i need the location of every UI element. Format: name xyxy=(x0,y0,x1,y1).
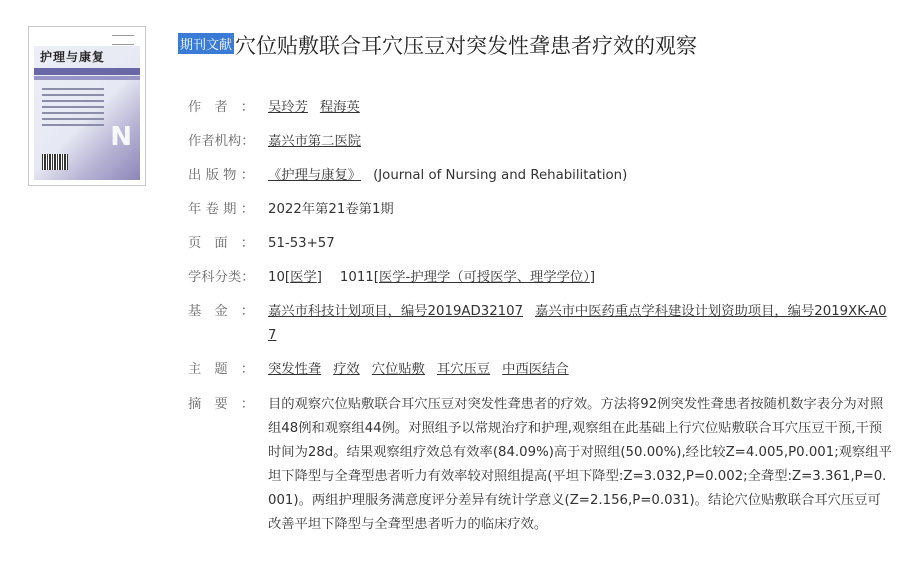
cover-toc-lines xyxy=(42,88,104,130)
funding-link[interactable]: 嘉兴市科技计划项目，编号2019AD32107 xyxy=(268,304,524,319)
subject-link[interactable]: 医学 xyxy=(290,270,317,285)
label-year-volume: 年 卷 期 ： xyxy=(188,202,254,217)
journal-cover[interactable] xyxy=(28,26,146,186)
document-type-badge: 期刊文献 xyxy=(178,33,234,54)
label-pages: 页 面 ： xyxy=(188,236,254,251)
keyword-link[interactable]: 耳穴压豆 xyxy=(436,362,491,377)
label-abstract: 摘 要 ： xyxy=(188,397,254,412)
field-year-volume xyxy=(188,198,893,222)
subject-code: 10 xyxy=(268,270,285,285)
field-funding xyxy=(188,300,893,348)
field-publication xyxy=(188,164,893,188)
issn-box xyxy=(112,35,134,45)
label-authors: 作 者 ： xyxy=(188,100,254,115)
label-institution: 作 者 机 构 ： xyxy=(188,134,255,149)
label-subject: 学 科 分 类 ： xyxy=(188,270,255,285)
field-abstract xyxy=(188,393,893,537)
field-keywords xyxy=(188,358,893,382)
author-link[interactable]: 程海英 xyxy=(319,100,360,115)
field-authors xyxy=(188,96,893,120)
label-funding: 基 金 ： xyxy=(188,304,254,319)
abstract-text: 目的观察穴位贴敷联合耳穴压豆对突发性聋患者的疗效。方法将92例突发性聋患者按随机数字表分为对照组48例和观察组44例。对照组予以常规治疗和护理,观察组在此基础上行穴位贴敷联合耳穴压豆干预,干预时间为28d。结果观察组疗效总有效率(84.09%)高于对照组(50.00%),经比较Z=4.005,P0.001;观察组平坦下降型与全聋型患者听力有效率较对照组提高(平坦下降型:Z=3.032,P=0.002;全聋型:Z=3.361,P=0.001)。两组护理服务满意度评分差异有统计学意义(Z=2.156,P=0.031)。结论穴位贴敷联合耳穴压豆可改善平坦下降型与全聋型患者听力的临床疗效。 xyxy=(268,397,892,532)
author-link[interactable]: 吴玲芳 xyxy=(268,100,308,115)
barcode-icon xyxy=(42,154,68,170)
pages-value: 51-53+57 xyxy=(268,236,335,251)
article-title: 穴位贴敷联合耳穴压豆对突发性聋患者疗效的观察 xyxy=(235,34,698,58)
label-publication: 出 版 物 ： xyxy=(188,168,254,183)
journal-link[interactable]: 《护理与康复》 xyxy=(268,168,362,183)
cover-image xyxy=(34,32,140,180)
subject-link[interactable]: 医学-护理学（可授医学、理学学位） xyxy=(378,270,590,285)
article-title-row xyxy=(178,30,697,60)
keyword-link[interactable]: 疗效 xyxy=(333,362,360,377)
funding-link[interactable]: 嘉兴市中医药重点学科建设计划资助项目，编号2019XK-A07 xyxy=(268,304,887,343)
institution-link[interactable]: 嘉兴市第二医院 xyxy=(268,134,362,149)
cover-journal-title: 护理与康复 xyxy=(40,50,106,64)
cover-band xyxy=(34,68,140,75)
keyword-link[interactable]: 突发性聋 xyxy=(268,362,322,377)
journal-english-name: (Journal of Nursing and Rehabilitation) xyxy=(373,168,628,183)
cover-band-secondary xyxy=(34,76,140,80)
cover-header xyxy=(34,32,140,46)
field-subject: 学 科 分 类 ： 10[医学] 1011[医学-护理学（可授医学、理学学位）] xyxy=(188,266,893,290)
subject-code: 1011 xyxy=(339,270,374,285)
field-pages xyxy=(188,232,893,256)
field-institution xyxy=(188,130,893,154)
keyword-link[interactable]: 中西医结合 xyxy=(502,362,569,377)
year-volume-value: 2022年第21卷第1期 xyxy=(268,202,394,217)
keyword-link[interactable]: 穴位贴敷 xyxy=(371,362,425,377)
label-keywords: 主 题 ： xyxy=(188,362,254,377)
cover-logo: N xyxy=(110,122,132,152)
